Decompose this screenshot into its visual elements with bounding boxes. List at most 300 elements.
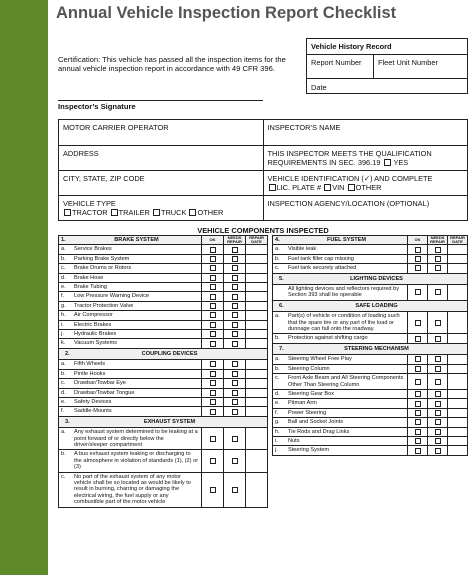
ok-cell bbox=[201, 339, 223, 347]
ok-checkbox[interactable] bbox=[415, 391, 421, 397]
needs-repair-checkbox[interactable] bbox=[435, 256, 441, 262]
ok-checkbox[interactable] bbox=[210, 399, 216, 405]
needs-repair-cell bbox=[223, 473, 245, 507]
item-letter: e. bbox=[61, 284, 66, 291]
ok-checkbox[interactable] bbox=[415, 366, 421, 372]
inspection-agency-field[interactable]: INSPECTION AGENCY/LOCATION (OPTIONAL) bbox=[263, 196, 468, 221]
ok-checkbox[interactable] bbox=[210, 294, 216, 300]
item-letter: c. bbox=[275, 265, 280, 272]
item-label: All lighting devices and reflectors required by Section 393 shall be operable bbox=[288, 286, 400, 299]
ok-cell bbox=[201, 370, 223, 378]
needs-repair-cell bbox=[223, 321, 245, 329]
vehicle-identification-label: VEHICLE IDENTIFICATION (✓) AND COMPLETE bbox=[267, 174, 433, 183]
other-id-checkbox[interactable] bbox=[348, 184, 355, 191]
section-number: 3. bbox=[65, 418, 70, 425]
needs-repair-cell bbox=[427, 409, 447, 417]
needs-repair-cell bbox=[427, 399, 447, 407]
ok-checkbox[interactable] bbox=[415, 265, 421, 271]
item-letter: g. bbox=[61, 302, 66, 309]
ok-checkbox[interactable] bbox=[415, 429, 421, 435]
inspection-info-table bbox=[58, 119, 468, 221]
needs-repair-cell bbox=[223, 255, 245, 263]
ok-checkbox[interactable] bbox=[415, 379, 421, 385]
needs-repair-checkbox[interactable] bbox=[232, 275, 238, 281]
item-label: Power Steering bbox=[288, 409, 327, 416]
vin-label: VIN bbox=[332, 183, 345, 192]
needs-repair-checkbox[interactable] bbox=[232, 341, 238, 347]
item-label: Brake Hose bbox=[74, 274, 104, 281]
checklist-item-row bbox=[59, 360, 267, 369]
section-header-row bbox=[59, 417, 267, 428]
needs-repair-checkbox[interactable] bbox=[232, 487, 238, 493]
item-letter: c. bbox=[61, 265, 66, 272]
left-component-column bbox=[58, 235, 268, 508]
needs-repair-checkbox[interactable] bbox=[435, 356, 441, 362]
ok-cell bbox=[407, 446, 427, 454]
checklist-item-row bbox=[59, 428, 267, 450]
section-number: 4. bbox=[275, 237, 280, 243]
repair-date-field[interactable] bbox=[447, 264, 467, 272]
item-letter: b. bbox=[275, 255, 280, 262]
checklist-item-row bbox=[273, 264, 467, 273]
ok-cell bbox=[201, 311, 223, 319]
needs-repair-checkbox[interactable] bbox=[232, 247, 238, 253]
ok-cell bbox=[407, 255, 427, 263]
needs-repair-checkbox[interactable] bbox=[435, 265, 441, 271]
tractor-checkbox[interactable] bbox=[64, 209, 71, 216]
signature-line[interactable] bbox=[58, 100, 263, 101]
item-label: Low Pressure Warning Device bbox=[74, 293, 150, 300]
needs-repair-checkbox[interactable] bbox=[232, 256, 238, 262]
needs-repair-cell bbox=[223, 428, 245, 449]
section-number: 1. bbox=[61, 237, 66, 243]
checklist-item-row bbox=[273, 312, 467, 334]
needs-repair-cell bbox=[223, 379, 245, 387]
item-letter: a. bbox=[61, 246, 66, 253]
checklist-item-row bbox=[59, 389, 267, 398]
item-label: Front Axle Beam and All Steering Components Other Than Steering Column bbox=[288, 375, 404, 388]
checklist-item-row bbox=[273, 446, 467, 454]
item-label: Brake Tubing bbox=[74, 284, 107, 291]
address-field[interactable]: ADDRESS bbox=[59, 146, 264, 171]
column-repair-date-header: REPAIR DATE bbox=[245, 236, 267, 244]
ok-cell bbox=[201, 428, 223, 449]
needs-repair-checkbox[interactable] bbox=[435, 438, 441, 444]
needs-repair-cell bbox=[427, 334, 447, 342]
ok-checkbox[interactable] bbox=[210, 341, 216, 347]
right-component-column bbox=[272, 235, 468, 456]
item-letter: b. bbox=[61, 451, 66, 458]
item-letter: d. bbox=[61, 274, 66, 281]
ok-checkbox[interactable] bbox=[415, 410, 421, 416]
needs-repair-checkbox[interactable] bbox=[232, 322, 238, 328]
checklist-item-row bbox=[59, 339, 267, 348]
item-label: Fifth Wheels bbox=[74, 361, 106, 368]
repair-date-field[interactable] bbox=[245, 360, 267, 368]
report-number-field[interactable]: Report Number bbox=[307, 55, 374, 78]
ok-checkbox[interactable] bbox=[210, 322, 216, 328]
needs-repair-cell bbox=[427, 355, 447, 363]
checklist-item-row bbox=[273, 428, 467, 437]
ok-checkbox[interactable] bbox=[415, 289, 421, 295]
ok-cell bbox=[201, 330, 223, 338]
item-label: Vacuum Systems bbox=[74, 340, 118, 347]
item-label: No part of the exhaust system of any motor vehicle shall be so located as would be likely to result in burning, charring or damaging the electrical wiring, the fuel supply or any combustible part of the motor vehicle bbox=[74, 473, 191, 506]
history-title: Vehicle History Record bbox=[307, 39, 467, 55]
item-label: Air Compressor bbox=[74, 312, 113, 319]
ok-cell bbox=[407, 334, 427, 342]
item-letter: a. bbox=[61, 361, 66, 368]
needs-repair-cell bbox=[223, 330, 245, 338]
item-label: Fuel tank filler cap missing bbox=[288, 255, 354, 262]
ok-checkbox[interactable] bbox=[415, 356, 421, 362]
item-letter: h. bbox=[275, 428, 280, 435]
ok-cell bbox=[407, 365, 427, 373]
item-letter: b. bbox=[61, 370, 66, 377]
yes-checkbox[interactable] bbox=[384, 159, 391, 166]
repair-date-field[interactable] bbox=[245, 321, 267, 329]
needs-repair-checkbox[interactable] bbox=[435, 289, 441, 295]
ok-cell bbox=[407, 418, 427, 426]
needs-repair-checkbox[interactable] bbox=[232, 312, 238, 318]
needs-repair-checkbox[interactable] bbox=[232, 399, 238, 405]
ok-cell bbox=[201, 407, 223, 415]
item-label: Drawbar/Towbar Tongue bbox=[74, 389, 135, 396]
ok-cell bbox=[201, 360, 223, 368]
needs-repair-checkbox[interactable] bbox=[232, 371, 238, 377]
repair-date-field[interactable] bbox=[245, 255, 267, 263]
repair-date-field[interactable] bbox=[245, 274, 267, 282]
repair-date-field[interactable] bbox=[245, 292, 267, 300]
ok-cell bbox=[201, 473, 223, 507]
repair-date-field[interactable] bbox=[447, 312, 467, 333]
item-label: Hydraulic Brakes bbox=[74, 331, 117, 338]
item-letter: d. bbox=[61, 389, 66, 396]
checklist-item-row bbox=[273, 334, 467, 343]
needs-repair-cell bbox=[427, 264, 447, 272]
item-label: Steering Gear Box bbox=[288, 390, 335, 397]
needs-repair-checkbox[interactable] bbox=[435, 366, 441, 372]
ok-cell bbox=[407, 264, 427, 272]
checklist-item-row bbox=[273, 355, 467, 364]
item-label: Steering System bbox=[288, 447, 330, 454]
section-title: FUEL SYSTEM bbox=[326, 237, 367, 243]
ok-checkbox[interactable] bbox=[210, 380, 216, 386]
inspector-name-field[interactable]: INSPECTOR’S NAME bbox=[263, 120, 468, 146]
needs-repair-cell bbox=[427, 390, 447, 398]
checklist-item-row bbox=[273, 365, 467, 374]
needs-repair-cell bbox=[223, 264, 245, 272]
repair-date-field[interactable] bbox=[447, 355, 467, 363]
item-label: Drawbar/Towbar Eye bbox=[74, 380, 126, 387]
needs-repair-checkbox[interactable] bbox=[232, 361, 238, 367]
item-letter: j. bbox=[61, 331, 64, 338]
repair-date-field[interactable] bbox=[447, 374, 467, 389]
ok-checkbox[interactable] bbox=[210, 312, 216, 318]
needs-repair-cell bbox=[427, 437, 447, 445]
repair-date-field[interactable] bbox=[245, 339, 267, 347]
repair-date-field[interactable] bbox=[447, 255, 467, 263]
ok-cell bbox=[201, 255, 223, 263]
needs-repair-checkbox[interactable] bbox=[232, 436, 238, 442]
vehicle-history-box bbox=[306, 38, 468, 94]
trailer-checkbox[interactable] bbox=[111, 209, 118, 216]
ok-cell bbox=[201, 379, 223, 387]
needs-repair-cell bbox=[223, 302, 245, 310]
ok-checkbox[interactable] bbox=[415, 448, 421, 454]
repair-date-field[interactable] bbox=[447, 418, 467, 426]
section-title: EXHAUST SYSTEM bbox=[143, 418, 196, 425]
ok-cell bbox=[201, 274, 223, 282]
item-letter: h. bbox=[61, 312, 66, 319]
qualification-text: THIS INSPECTOR MEETS THE QUALIFICATION REQUIREMENTS IN SEC. 396.19 bbox=[267, 149, 432, 167]
needs-repair-checkbox[interactable] bbox=[232, 265, 238, 271]
checklist-item-row bbox=[273, 399, 467, 408]
ok-checkbox[interactable] bbox=[415, 247, 421, 253]
repair-date-field[interactable] bbox=[447, 428, 467, 436]
ok-checkbox[interactable] bbox=[210, 303, 216, 309]
column-ok-header: OK bbox=[201, 236, 223, 244]
repair-date-field[interactable] bbox=[245, 330, 267, 338]
item-letter: i. bbox=[275, 437, 278, 444]
repair-date-field[interactable] bbox=[245, 407, 267, 415]
checklist-item-row bbox=[59, 292, 267, 301]
other-type-checkbox[interactable] bbox=[189, 209, 196, 216]
ok-checkbox[interactable] bbox=[210, 265, 216, 271]
needs-repair-cell bbox=[223, 389, 245, 397]
needs-repair-checkbox[interactable] bbox=[435, 410, 441, 416]
ok-checkbox[interactable] bbox=[210, 247, 216, 253]
column-ok-header: OK bbox=[407, 236, 427, 244]
item-label: Parking Brake System bbox=[74, 255, 130, 262]
needs-repair-cell bbox=[427, 285, 447, 300]
item-label: Nuts bbox=[288, 437, 300, 444]
ok-checkbox[interactable] bbox=[210, 361, 216, 367]
ok-checkbox[interactable] bbox=[415, 438, 421, 444]
repair-date-field[interactable] bbox=[447, 285, 467, 300]
ok-checkbox[interactable] bbox=[210, 331, 216, 337]
section-number: 6. bbox=[279, 302, 284, 309]
needs-repair-checkbox[interactable] bbox=[435, 379, 441, 385]
repair-date-field[interactable] bbox=[245, 389, 267, 397]
needs-repair-cell bbox=[223, 450, 245, 471]
ok-cell bbox=[201, 321, 223, 329]
needs-repair-cell bbox=[427, 446, 447, 454]
section-title: BRAKE SYSTEM bbox=[114, 237, 159, 243]
needs-repair-cell bbox=[427, 374, 447, 389]
repair-date-field[interactable] bbox=[447, 437, 467, 445]
repair-date-field[interactable] bbox=[245, 398, 267, 406]
checklist-item-row bbox=[273, 390, 467, 399]
ok-checkbox[interactable] bbox=[415, 419, 421, 425]
needs-repair-checkbox[interactable] bbox=[435, 401, 441, 407]
ok-checkbox[interactable] bbox=[415, 320, 421, 326]
item-letter: b. bbox=[275, 335, 280, 342]
repair-date-field[interactable] bbox=[447, 245, 467, 253]
checklist-item-row bbox=[59, 302, 267, 311]
section-title: SAFE LOADING bbox=[355, 302, 398, 309]
certification-text: Certification: This vehicle has passed all the inspection items for the annual vehicle inspection report in accordance with 49 CFR 396. bbox=[58, 55, 286, 74]
truck-checkbox[interactable] bbox=[153, 209, 160, 216]
needs-repair-checkbox[interactable] bbox=[435, 247, 441, 253]
ok-cell bbox=[201, 398, 223, 406]
item-label: Steering Wheel Free Play bbox=[288, 356, 352, 363]
needs-repair-checkbox[interactable] bbox=[232, 284, 238, 290]
needs-repair-cell bbox=[427, 418, 447, 426]
vehicle-identification-field bbox=[263, 171, 468, 196]
item-label: Electric Brakes bbox=[74, 321, 112, 328]
ok-checkbox[interactable] bbox=[415, 401, 421, 407]
ok-cell bbox=[407, 245, 427, 253]
needs-repair-checkbox[interactable] bbox=[435, 336, 441, 342]
ok-checkbox[interactable] bbox=[210, 409, 216, 415]
needs-repair-checkbox[interactable] bbox=[232, 303, 238, 309]
needs-repair-cell bbox=[223, 339, 245, 347]
needs-repair-cell bbox=[223, 370, 245, 378]
item-label: Brake Drums or Rotors bbox=[74, 265, 132, 272]
item-letter: j. bbox=[275, 447, 278, 454]
ok-checkbox[interactable] bbox=[210, 458, 216, 464]
repair-date-field[interactable] bbox=[245, 311, 267, 319]
ok-checkbox[interactable] bbox=[210, 390, 216, 396]
needs-repair-checkbox[interactable] bbox=[232, 380, 238, 386]
ok-checkbox[interactable] bbox=[210, 436, 216, 442]
ok-cell bbox=[407, 399, 427, 407]
city-state-zip-field[interactable]: CITY, STATE, ZIP CODE bbox=[59, 171, 264, 196]
history-date-field[interactable]: Date bbox=[311, 83, 327, 92]
ok-cell bbox=[407, 437, 427, 445]
item-letter: b. bbox=[275, 365, 280, 372]
vin-checkbox[interactable] bbox=[324, 184, 331, 191]
needs-repair-checkbox[interactable] bbox=[435, 391, 441, 397]
repair-date-field[interactable] bbox=[245, 264, 267, 272]
repair-date-field[interactable] bbox=[447, 409, 467, 417]
repair-date-field[interactable] bbox=[245, 473, 267, 507]
item-letter: b. bbox=[61, 255, 66, 262]
other-id-label: OTHER bbox=[355, 183, 382, 192]
section-number: 7. bbox=[279, 345, 284, 352]
checklist-item-row bbox=[59, 379, 267, 388]
ok-checkbox[interactable] bbox=[210, 256, 216, 262]
ok-cell bbox=[201, 302, 223, 310]
ok-cell bbox=[201, 245, 223, 253]
needs-repair-checkbox[interactable] bbox=[435, 429, 441, 435]
components-title: VEHICLE COMPONENTS INSPECTED bbox=[197, 226, 329, 235]
checklist-item-row bbox=[59, 255, 267, 264]
repair-date-field[interactable] bbox=[447, 365, 467, 373]
repair-date-field[interactable] bbox=[245, 450, 267, 471]
needs-repair-cell bbox=[223, 360, 245, 368]
checklist-item-row bbox=[59, 321, 267, 330]
item-letter: f. bbox=[61, 408, 65, 415]
checklist-item-row bbox=[59, 274, 267, 283]
needs-repair-checkbox[interactable] bbox=[232, 458, 238, 464]
repair-date-field[interactable] bbox=[447, 446, 467, 454]
other-type-label: OTHER bbox=[197, 208, 224, 217]
item-letter: g. bbox=[275, 419, 280, 426]
checklist-page bbox=[56, 0, 470, 575]
item-letter: a. bbox=[275, 313, 280, 320]
item-label: Steering Column bbox=[288, 365, 330, 372]
section-number: 5. bbox=[279, 275, 284, 282]
item-letter: e. bbox=[61, 398, 66, 405]
checklist-item-row bbox=[59, 245, 267, 254]
column-needs-repair-header: NEEDS REPAIR bbox=[427, 236, 447, 244]
item-label: Fuel tank securely attached bbox=[288, 265, 357, 272]
needs-repair-checkbox[interactable] bbox=[435, 419, 441, 425]
item-label: Pitman Arm bbox=[288, 400, 317, 407]
item-letter: c. bbox=[275, 375, 280, 382]
repair-date-field[interactable] bbox=[245, 245, 267, 253]
ok-checkbox[interactable] bbox=[415, 336, 421, 342]
item-label: Visible leak bbox=[288, 246, 317, 253]
repair-date-field[interactable] bbox=[245, 370, 267, 378]
ok-checkbox[interactable] bbox=[210, 371, 216, 377]
needs-repair-checkbox[interactable] bbox=[232, 294, 238, 300]
ok-cell bbox=[201, 292, 223, 300]
repair-date-field[interactable] bbox=[245, 379, 267, 387]
page-title: Annual Vehicle Inspection Report Checklist bbox=[56, 4, 397, 22]
repair-date-field[interactable] bbox=[447, 399, 467, 407]
checklist-item-row bbox=[59, 330, 267, 339]
item-label: Part(s) of vehicle or condition of loading such that the spare tire or any part of the load or dunnage can fall onto the roadway. bbox=[288, 313, 400, 333]
ok-checkbox[interactable] bbox=[210, 275, 216, 281]
checklist-item-row bbox=[273, 374, 467, 390]
needs-repair-checkbox[interactable] bbox=[435, 320, 441, 326]
ok-checkbox[interactable] bbox=[210, 487, 216, 493]
needs-repair-checkbox[interactable] bbox=[232, 390, 238, 396]
section-header-row bbox=[273, 274, 467, 285]
section-header-row bbox=[59, 349, 267, 360]
section-number: 2. bbox=[65, 350, 70, 357]
repair-date-field[interactable] bbox=[245, 428, 267, 449]
repair-date-field[interactable] bbox=[447, 390, 467, 398]
vehicle-type-field bbox=[59, 196, 264, 221]
ok-cell bbox=[201, 389, 223, 397]
item-letter: c. bbox=[61, 380, 66, 387]
item-letter: i. bbox=[61, 321, 64, 328]
ok-checkbox[interactable] bbox=[210, 284, 216, 290]
motor-carrier-field[interactable]: MOTOR CARRIER OPERATOR bbox=[59, 120, 264, 146]
checklist-item-row bbox=[59, 450, 267, 472]
section-header-row bbox=[273, 344, 467, 355]
ok-cell bbox=[407, 312, 427, 333]
needs-repair-checkbox[interactable] bbox=[232, 409, 238, 415]
item-letter: e. bbox=[275, 400, 280, 407]
fleet-unit-number-field[interactable]: Fleet Unit Number bbox=[378, 58, 438, 67]
repair-date-field[interactable] bbox=[245, 302, 267, 310]
item-label: Ball and Socket Joints bbox=[288, 419, 344, 426]
needs-repair-cell bbox=[223, 283, 245, 291]
repair-date-field[interactable] bbox=[447, 334, 467, 342]
ok-cell bbox=[407, 428, 427, 436]
section-title: LIGHTING DEVICES bbox=[350, 275, 403, 282]
qualification-field bbox=[263, 146, 468, 171]
item-label: Saddle-Mounts bbox=[74, 408, 112, 415]
item-label: Pintle Hooks bbox=[74, 370, 106, 377]
item-label: Protection against shifting cargo bbox=[288, 335, 368, 342]
ok-checkbox[interactable] bbox=[415, 256, 421, 262]
checklist-item-row bbox=[59, 311, 267, 320]
repair-date-field[interactable] bbox=[245, 283, 267, 291]
lic-plate-checkbox[interactable] bbox=[269, 184, 276, 191]
item-letter: f. bbox=[61, 293, 65, 300]
needs-repair-cell bbox=[427, 245, 447, 253]
needs-repair-checkbox[interactable] bbox=[232, 331, 238, 337]
checklist-item-row bbox=[273, 285, 467, 301]
needs-repair-checkbox[interactable] bbox=[435, 448, 441, 454]
checklist-item-row bbox=[59, 398, 267, 407]
